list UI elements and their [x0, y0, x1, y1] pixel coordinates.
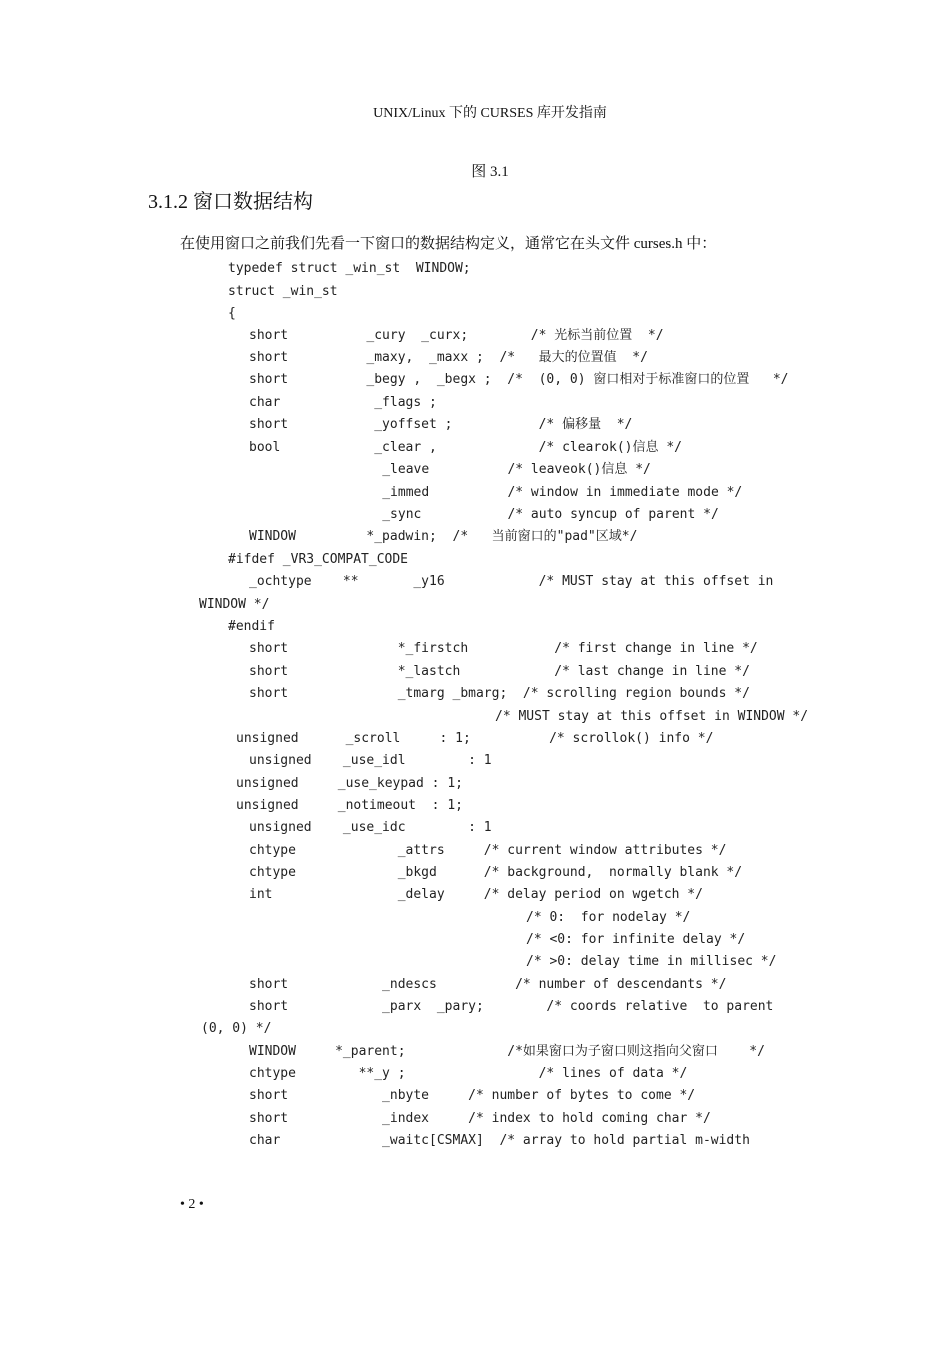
code-line: _leave /* leaveok()信息 */: [257, 462, 651, 477]
code-line: struct _win_st: [228, 284, 338, 299]
code-line: short _parx _pary; /* coords relative to parent: [249, 999, 774, 1014]
code-line: short _begy , _begx ; /* (0, 0) 窗口相对于标准窗口的位置 */: [249, 372, 789, 387]
code-line: short _cury _curx; /* 光标当前位置 */: [249, 328, 664, 343]
code-line: short _index /* index to hold coming char */: [249, 1111, 711, 1126]
code-line: typedef struct _win_st WINDOW;: [228, 261, 471, 276]
code-line: unsigned _use_idc : 1: [249, 820, 492, 835]
code-line: #ifdef _VR3_COMPAT_CODE: [228, 552, 409, 567]
code-line: chtype **_y ; /* lines of data */: [249, 1066, 688, 1081]
code-line: chtype _bkgd /* background, normally blank */: [249, 865, 743, 880]
code-line: chtype _attrs /* current window attributes */: [249, 843, 727, 858]
running-header: UNIX/Linux 下的 CURSES 库开发指南: [373, 106, 607, 121]
code-line: char _flags ;: [249, 395, 437, 410]
code-line: short _nbyte /* number of bytes to come */: [249, 1088, 696, 1103]
code-line: char _waitc[CSMAX] /* array to hold partial m-width: [249, 1133, 750, 1148]
code-line: /* >0: delay time in millisec */: [526, 954, 777, 969]
code-line: unsigned _scroll : 1; /* scrollok() info */: [236, 731, 714, 746]
code-line: short _maxy, _maxx ; /* 最大的位置值 */: [249, 350, 648, 365]
code-line: WINDOW */: [199, 597, 270, 612]
code-line: bool _clear , /* clearok()信息 */: [249, 440, 682, 455]
code-line: short _tmarg _bmarg; /* scrolling region bounds */: [249, 686, 750, 701]
figure-caption: 图 3.1: [471, 164, 509, 180]
code-line: {: [228, 306, 236, 321]
code-line: #endif: [228, 619, 275, 634]
code-line: /* MUST stay at this offset in WINDOW */: [495, 709, 809, 724]
code-line: WINDOW *_parent; /*如果窗口为子窗口则这指向父窗口 */: [249, 1044, 765, 1059]
section-heading: 3.1.2 窗口数据结构: [148, 191, 313, 213]
code-line: WINDOW *_padwin; /* 当前窗口的"pad"区域*/: [249, 529, 638, 544]
code-line: unsigned _use_keypad : 1;: [236, 776, 463, 791]
page-number: • 2 •: [180, 1197, 204, 1212]
code-line: short _yoffset ; /* 偏移量 */: [249, 417, 633, 432]
code-line: unsigned _use_idl : 1: [249, 753, 492, 768]
code-line: short *_lastch /* last change in line */: [249, 664, 750, 679]
code-line: unsigned _notimeout : 1;: [236, 798, 463, 813]
code-line: _sync /* auto syncup of parent */: [257, 507, 719, 522]
code-line: int _delay /* delay period on wgetch */: [249, 887, 703, 902]
code-line: short _ndescs /* number of descendants */: [249, 977, 727, 992]
intro-paragraph: 在使用窗口之前我们先看一下窗口的数据结构定义，通常它在头文件 curses.h 中：: [180, 236, 717, 252]
code-line: short *_firstch /* first change in line */: [249, 641, 758, 656]
code-line: /* 0: for nodelay */: [526, 910, 691, 925]
code-line: _immed /* window in immediate mode */: [257, 485, 743, 500]
code-line: _ochtype ** _y16 /* MUST stay at this offset in: [249, 574, 774, 589]
code-line: /* <0: for infinite delay */: [526, 932, 746, 947]
code-line: (0, 0) */: [201, 1021, 272, 1036]
